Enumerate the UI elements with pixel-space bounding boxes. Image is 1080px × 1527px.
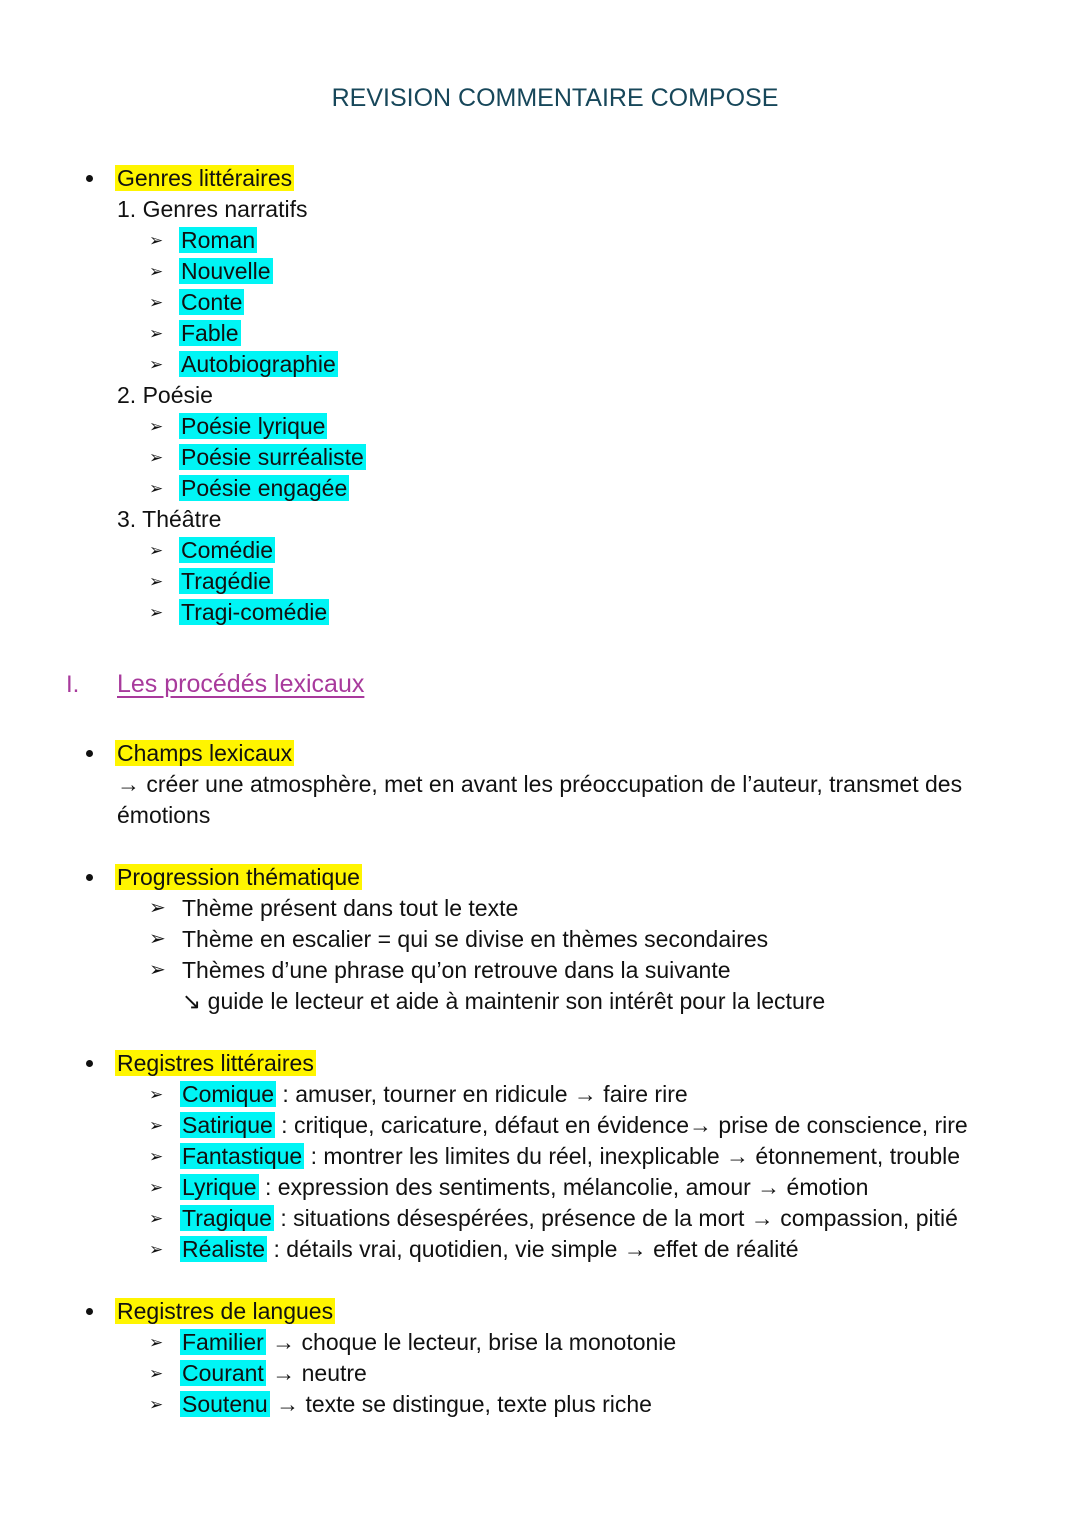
champs-heading: Champs lexicaux	[117, 740, 293, 766]
genre-item: Conte	[181, 289, 243, 315]
progression-item: Thème présent dans tout le texte	[182, 895, 519, 921]
registre-desc: : montrer les limites du réel, inexplicable → étonnement, trouble	[304, 1143, 961, 1169]
arrow-bullet-icon: ➢	[149, 603, 164, 622]
progression-item: Thèmes d’une phrase qu’on retrouve dans la suivante	[182, 957, 731, 983]
arrow-bullet-icon: ➢	[149, 572, 164, 591]
registre-item	[182, 1079, 688, 1110]
progression-note: ↘ guide le lecteur et aide à maintenir son intérêt pour la lecture	[182, 988, 826, 1014]
arrow-bullet-icon: ➢	[149, 1147, 164, 1166]
registres-heading: Registres littéraires	[117, 1050, 314, 1076]
genre-item: Poésie engagée	[181, 475, 348, 501]
arrow-bullet-icon: ➢	[149, 1085, 164, 1104]
registre-item	[182, 1141, 960, 1172]
arrow-bullet-icon: ➢	[149, 1333, 164, 1352]
group-label: 2. Poésie	[117, 382, 213, 408]
section-number: I.	[66, 671, 80, 698]
progression-heading: Progression thématique	[117, 864, 360, 890]
registre-item	[182, 1172, 868, 1203]
arrow-bullet-icon: ➢	[149, 293, 164, 312]
genre-item: Nouvelle	[181, 258, 271, 284]
langues-heading: Registres de langues	[117, 1298, 334, 1324]
registre-item	[182, 1110, 968, 1141]
arrow-bullet-icon: ➢	[149, 959, 166, 981]
champs-line: → créer une atmosphère, met en avant les préoccupation de l’auteur, transmet des	[117, 771, 963, 797]
registre-term: Réaliste	[182, 1236, 266, 1262]
arrow-bullet-icon: ➢	[149, 448, 164, 467]
registre-desc: : situations désespérées, présence de la mort → compassion, pitié	[273, 1205, 958, 1231]
registre-term: Fantastique	[182, 1143, 303, 1169]
arrow-bullet-icon: ➢	[149, 897, 166, 919]
arrow-bullet-icon: ➢	[149, 1240, 164, 1259]
genre-item: Roman	[181, 227, 256, 253]
langue-term: Soutenu	[182, 1391, 268, 1417]
langue-desc: → texte se distingue, texte plus riche	[269, 1391, 652, 1417]
bullet-icon	[86, 1060, 93, 1067]
langue-term: Courant	[182, 1360, 264, 1386]
arrow-bullet-icon: ➢	[149, 1116, 164, 1135]
arrow-bullet-icon: ➢	[149, 541, 164, 560]
registre-item	[182, 1203, 958, 1234]
registre-item	[182, 1234, 799, 1265]
langue-item	[182, 1358, 367, 1389]
registre-desc: : critique, caricature, défaut en évidence→ prise de conscience, rire	[274, 1112, 968, 1138]
champs-line: émotions	[117, 802, 211, 828]
arrow-bullet-icon: ➢	[149, 1395, 164, 1414]
arrow-bullet-icon: ➢	[149, 1209, 164, 1228]
genre-item: Poésie lyrique	[181, 413, 326, 439]
langue-item	[182, 1389, 652, 1420]
langue-term: Familier	[182, 1329, 264, 1355]
section-title: Les procédés lexicaux	[117, 670, 365, 698]
arrow-bullet-icon: ➢	[149, 355, 164, 374]
bullet-icon	[86, 1308, 93, 1315]
registre-term: Tragique	[182, 1205, 272, 1231]
arrow-bullet-icon: ➢	[149, 231, 164, 250]
arrow-bullet-icon: ➢	[149, 324, 164, 343]
bullet-icon	[86, 175, 93, 182]
registre-desc: : expression des sentiments, mélancolie, amour → émotion	[258, 1174, 869, 1200]
page-title: REVISION COMMENTAIRE COMPOSE	[331, 84, 779, 112]
genre-item: Comédie	[181, 537, 274, 563]
registre-term: Lyrique	[182, 1174, 257, 1200]
arrow-bullet-icon: ➢	[149, 928, 166, 950]
genre-item: Poésie surréaliste	[181, 444, 364, 470]
langue-item	[182, 1327, 676, 1358]
genres-heading: Genres littéraires	[117, 165, 293, 191]
arrow-bullet-icon: ➢	[149, 417, 164, 436]
genre-item: Tragi-comédie	[181, 599, 328, 625]
arrow-bullet-icon: ➢	[149, 479, 164, 498]
langue-desc: → choque le lecteur, brise la monotonie	[265, 1329, 677, 1355]
arrow-bullet-icon: ➢	[149, 262, 164, 281]
registre-desc: : détails vrai, quotidien, vie simple → effet de réalité	[267, 1236, 799, 1262]
langue-desc: → neutre	[265, 1360, 367, 1386]
genre-item: Fable	[181, 320, 239, 346]
registre-term: Satirique	[182, 1112, 273, 1138]
progression-item: Thème en escalier = qui se divise en thèmes secondaires	[182, 926, 769, 952]
genre-item: Autobiographie	[181, 351, 336, 377]
bullet-icon	[86, 874, 93, 881]
arrow-bullet-icon: ➢	[149, 1178, 164, 1197]
genre-item: Tragédie	[181, 568, 271, 594]
group-label: 1. Genres narratifs	[117, 196, 308, 222]
group-label: 3. Théâtre	[117, 506, 222, 532]
registre-desc: : amuser, tourner en ridicule → faire rire	[276, 1081, 688, 1107]
bullet-icon	[86, 750, 93, 757]
registre-term: Comique	[182, 1081, 275, 1107]
arrow-bullet-icon: ➢	[149, 1364, 164, 1383]
